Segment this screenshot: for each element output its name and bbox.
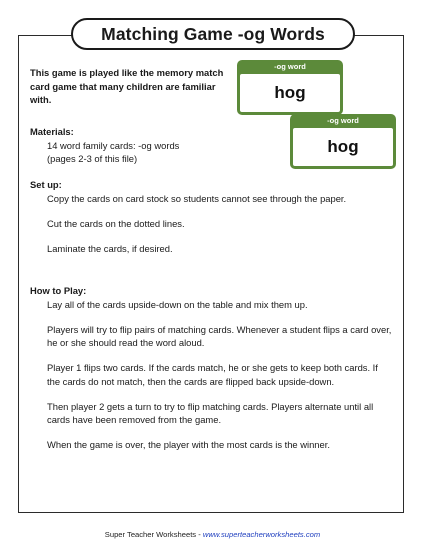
- how-to-play-section: [30, 284, 392, 452]
- card-word: hog: [240, 74, 340, 112]
- card-label: -og word: [327, 116, 359, 125]
- materials-line: 14 word family cards: -og words: [47, 139, 180, 151]
- footer-brand: Super Teacher Worksheets: [104, 530, 197, 539]
- example-card-2: [290, 114, 396, 169]
- materials-section: [30, 125, 270, 166]
- footer: [0, 530, 425, 539]
- setup-step: Copy the cards on card stock so students cannot see through the paper.: [47, 192, 347, 204]
- play-step: When the game is over, the player with the most cards is the winner.: [47, 439, 330, 450]
- setup-section: [30, 178, 380, 255]
- card-label: -og word: [274, 62, 306, 71]
- play-step: Lay all of the cards upside-down on the table and mix them up.: [47, 298, 308, 310]
- materials-line: (pages 2-3 of this file): [47, 153, 138, 164]
- example-card-1: [237, 60, 343, 115]
- page-title: Matching Game -og Words: [71, 18, 355, 50]
- footer-separator: -: [196, 530, 203, 539]
- materials-heading: Materials:: [30, 126, 74, 137]
- intro-text: This game is played like the memory match card game that many children are familiar with.: [30, 67, 224, 105]
- setup-step: Laminate the cards, if desired.: [47, 242, 173, 254]
- footer-link[interactable]: www.superteacherworksheets.com: [202, 530, 321, 539]
- play-step: Players will try to flip pairs of matching cards. Whenever a student flips a card over, he or she should read the word aloud.: [47, 323, 392, 348]
- setup-heading: Set up:: [30, 179, 62, 190]
- setup-step: Cut the cards on the dotted lines.: [47, 217, 185, 229]
- play-step: Then player 2 gets a turn to try to flip matching cards. Players alternate until all cards have been removed from the game.: [47, 400, 374, 425]
- how-to-play-heading: How to Play:: [30, 285, 87, 296]
- card-word: hog: [293, 128, 393, 166]
- play-step: Player 1 flips two cards. If the cards match, he or she gets to keep both cards. If the cards do not match, then the cards are flipped back upside-down.: [47, 362, 378, 387]
